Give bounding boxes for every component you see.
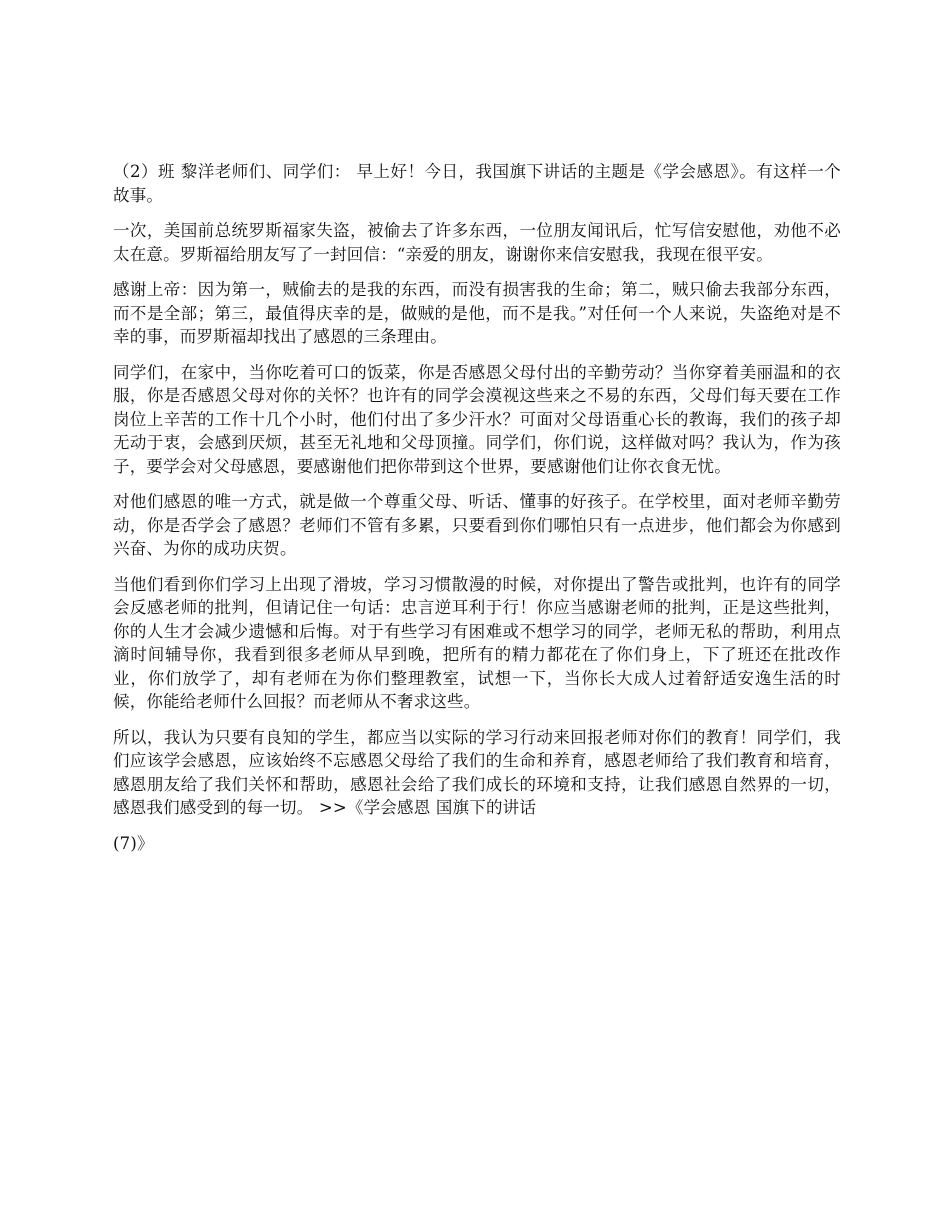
paragraph-story-reasons: 感谢上帝：因为第一，贼偷去的是我的东西，而没有损害我的生命；第二，贼只偷去我部分东西，而不是全部；第三，最值得庆幸的是，做贼的是他，而不是我。”对任何一个人来说，失盗绝对是不幸的事，而罗斯福却找出了感恩的三条理由。 <box>113 280 841 346</box>
document-body <box>113 160 841 867</box>
paragraph-criticism: 当他们看到你们学习上出现了滑坡，学习习惯散漫的时候，对你提出了警告或批判，也许有的同学会反感老师的批判，但请记住一句话：忠言逆耳利于行！你应当感谢老师的批判，正是这些批判，你的人生才会减少遗憾和后悔。对于有些学习有困难或不想学习的同学，老师无私的帮助，利用点滴时间辅导你，我看到很多老师从早到晚，把所有的精力都花在了你们身上，下了班还在批改作业，你们放学了，却有老师在为你们整理教室，试想一下，当你长大成人过着舒适安逸生活的时候，你能给老师什么回报？而老师从不奢求这些。 <box>113 574 841 711</box>
paragraph-intro: （2）班 黎洋老师们、同学们： 早上好！今日，我国旗下讲话的主题是《学会感恩》。有这样一个故事。 <box>113 162 841 205</box>
paragraph-footnote: (7)》 <box>113 833 154 853</box>
paragraph-conclusion: 所以，我认为只要有良知的学生，都应当以实际的学习行动来回报老师对你们的教育！同学们，我们应该学会感恩，应该始终不忘感恩父母给了我们的生命和养育，感恩老师给了我们教育和培育，感恩朋友给了我们关怀和帮助，感恩社会给了我们成长的环境和支持，让我们感恩自然界的一切，感恩我们感受到的每一切。 >>《学会感恩 国旗下的讲话 <box>113 727 841 817</box>
paragraph-story-start: 一次，美国前总统罗斯福家失盗，被偷去了许多东西，一位朋友闻讯后，忙写信安慰他，劝他不必太在意。罗斯福给朋友写了一封回信：“亲爱的朋友，谢谢你来信安慰我，我现在很平安。 <box>113 221 841 264</box>
paragraph-parents: 同学们，在家中，当你吃着可口的饭菜，你是否感恩父母付出的辛勤劳动？当你穿着美丽温和的衣服，你是否感恩父母对你的关怀？也许有的同学会漠视这些来之不易的东西，父母们每天要在工作岗位上辛苦的工作十几个小时，他们付出了多少汗水？可面对父母语重心长的教诲，我们的孩子却无动于衷，会感到厌烦，甚至无礼地和父母顶撞。同学们，你们说，这样做对吗？我认为，作为孩子，要学会对父母感恩，要感谢他们把你带到这个世界，要感谢他们让你衣食无忧。 <box>113 362 841 476</box>
paragraph-teachers: 对他们感恩的唯一方式，就是做一个尊重父母、听话、懂事的好孩子。在学校里，面对老师辛勤劳动，你是否学会了感恩？老师们不管有多累，只要看到你们哪怕只有一点进步，他们都会为你感到兴奋、为你的成功庆贺。 <box>113 492 841 558</box>
